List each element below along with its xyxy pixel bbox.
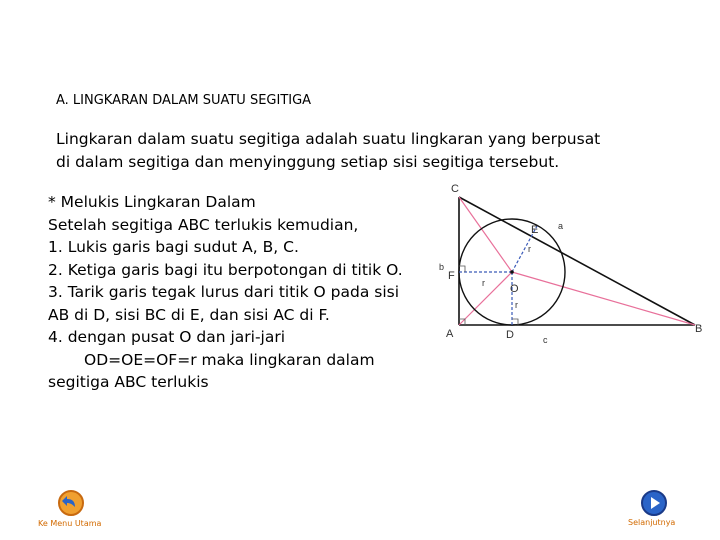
steps-title: * Melukis Lingkaran Dalam <box>48 193 256 211</box>
center-point <box>510 270 514 274</box>
step-line: 3. Tarik garis tegak lurus dari titik O pada sisi <box>48 283 400 301</box>
point-label-e: E <box>531 224 539 236</box>
step-line: OD=OE=OF=r maka lingkaran dalam <box>84 350 375 369</box>
step-line: Setelah segitiga ABC terlukis kemudian, <box>48 215 359 234</box>
side-label-c: c <box>543 335 548 345</box>
intro-line: Lingkaran dalam suatu segitiga adalah suatu lingkaran yang berpusat <box>56 130 601 148</box>
point-label-f: F <box>448 270 455 282</box>
step-line: 1. Lukis garis bagi sudut A, B, C. <box>48 238 299 256</box>
side-a <box>459 197 695 325</box>
back-arrow-glyph <box>60 492 82 514</box>
section-heading: A. LINGKARAN DALAM SUATU SEGITIGA <box>56 93 312 108</box>
back-arrow-icon[interactable] <box>58 490 84 516</box>
vertex-label-c: C <box>451 183 459 195</box>
vertex-label-a: A <box>446 328 454 340</box>
radius-label: r <box>482 278 485 288</box>
home-menu-link[interactable]: Ke Menu Utama <box>38 519 102 528</box>
step-line: 4. dengan pusat O dan jari-jari <box>48 328 286 346</box>
step-line: 2. Ketiga garis bagi itu berpotongan di titik O. <box>48 260 403 279</box>
radius-label: r <box>515 300 518 310</box>
intro-paragraph <box>56 128 656 174</box>
construction-steps <box>48 191 403 394</box>
play-icon[interactable] <box>641 490 667 516</box>
point-label-o: O <box>510 283 519 295</box>
play-glyph <box>643 492 665 514</box>
incircle-diagram <box>440 180 712 350</box>
intro-line: di dalam segitiga dan menyinggung setiap sisi segitiga tersebut. <box>56 153 560 171</box>
point-label-d: D <box>506 329 514 341</box>
next-page-link[interactable]: Selanjutnya <box>628 518 676 527</box>
radius-label: r <box>528 244 531 254</box>
bisector-c <box>459 197 512 272</box>
step-line: AB di D, sisi BC di E, dan sisi AC di F. <box>48 305 330 324</box>
side-label-a: a <box>558 221 564 231</box>
bisector-a <box>459 272 512 325</box>
side-label-b: b <box>439 262 445 272</box>
step-line: segitiga ABC terlukis <box>48 373 209 391</box>
vertex-label-b: B <box>695 323 703 335</box>
